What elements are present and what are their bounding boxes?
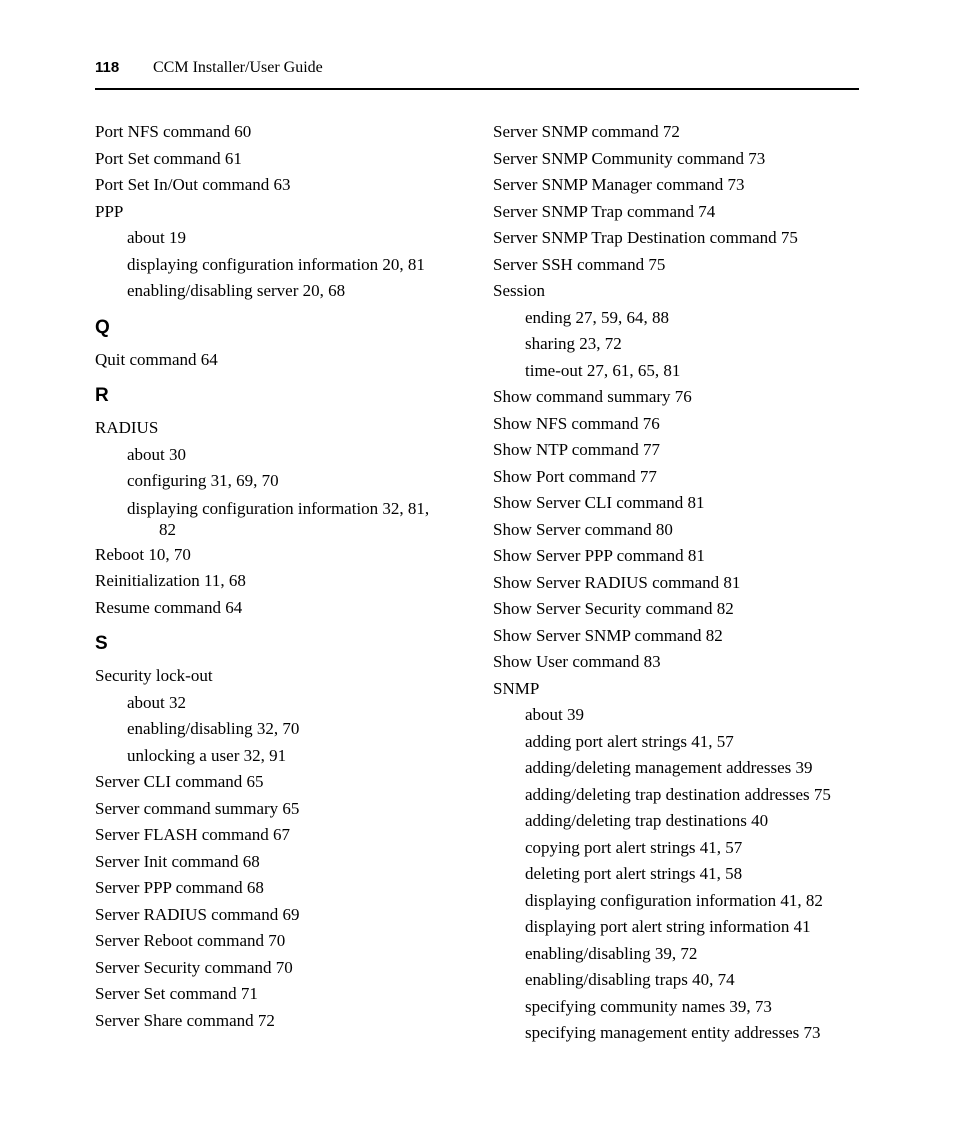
index-entry: Server SNMP Trap command 74 [493, 201, 716, 221]
index-entry: RADIUS [95, 418, 159, 437]
index-subentry: specifying community names 39, 73 [525, 996, 772, 1016]
index-subentry: configuring 31, 69, 70 [127, 471, 279, 490]
header-rule [95, 88, 859, 90]
index-entry: Show Server Security command 82 [493, 599, 734, 618]
index-entry: Session [493, 281, 545, 300]
index-entry: Quit command 64 [95, 349, 218, 369]
index-subentry: adding/deleting trap destinations 40 [525, 811, 769, 830]
index-entry: Show NFS command 76 [493, 413, 660, 433]
index-entry: Server RADIUS command 69 [95, 904, 300, 924]
index-entry: Reinitialization 11, 68 [95, 571, 246, 590]
index-subentry: adding/deleting management addresses 39 [525, 758, 813, 777]
index-subentry [95, 495, 465, 542]
page-number: 118 [95, 59, 120, 76]
index-subentry: about 19 [127, 228, 187, 247]
index-subentry: about 32 [127, 692, 187, 712]
index-entry: Show Server SNMP command 82 [493, 625, 723, 645]
index-subentry: displaying configuration information 20, 81 [127, 254, 425, 274]
index-entry: Server Reboot command 70 [95, 931, 286, 950]
index-column-left [95, 119, 465, 1034]
index-entry: Security lock-out [95, 666, 213, 685]
index-entry: Server FLASH command 67 [95, 825, 291, 844]
index-entry: Server SNMP Trap Destination command 75 [493, 228, 798, 247]
index-entry: Server command summary 65 [95, 798, 300, 818]
index-subentry: enabling/disabling 39, 72 [525, 943, 698, 963]
index-subentry: ending 27, 59, 64, 88 [525, 307, 670, 327]
index-subentry: time-out 27, 61, 65, 81 [525, 360, 681, 380]
index-subentry: copying port alert strings 41, 57 [525, 837, 743, 857]
index-entry: Server Share command 72 [95, 1010, 275, 1030]
index-entry: Port Set command 61 [95, 148, 242, 168]
index-entry: PPP [95, 201, 124, 221]
index-entry: Show Server PPP command 81 [493, 546, 705, 565]
index-entry: Server SSH command 75 [493, 254, 666, 274]
index-subentry: adding/deleting trap destination addresses 75 [525, 784, 831, 804]
index-entry: SNMP [493, 678, 540, 698]
index-subentry-text: displaying configuration information 32, 81, [127, 498, 430, 518]
index-entry: Show command summary 76 [493, 387, 692, 406]
index-entry: Show User command 83 [493, 652, 661, 671]
document-title: CCM Installer/User Guide [153, 59, 323, 76]
index-entry: Port Set In/Out command 63 [95, 175, 291, 194]
index-letter-heading: Q [95, 316, 110, 338]
index-entry: Show Server CLI command 81 [493, 493, 705, 512]
index-entry: Server PPP command 68 [95, 878, 264, 897]
index-entry: Port NFS command 60 [95, 122, 252, 141]
index-entry: Server Init command 68 [95, 851, 260, 871]
page-header [95, 58, 859, 80]
index-entry: Server SNMP Community command 73 [493, 148, 766, 168]
index-entry: Show Server command 80 [493, 519, 673, 539]
index-entry: Show Port command 77 [493, 466, 657, 486]
index-subentry: about 39 [525, 705, 585, 724]
index-entry: Server CLI command 65 [95, 772, 264, 791]
index-column-right [493, 119, 859, 1047]
index-subentry: specifying management entity addresses 73 [525, 1023, 821, 1042]
index-letter-heading: R [95, 385, 109, 406]
index-entry: Reboot 10, 70 [95, 544, 191, 564]
index-subentry: enabling/disabling server 20, 68 [127, 281, 346, 300]
index-entry: Server SNMP command 72 [493, 122, 680, 141]
index-subentry: deleting port alert strings 41, 58 [525, 864, 743, 883]
index-subentry: about 30 [127, 444, 187, 464]
index-subentry: sharing 23, 72 [525, 334, 622, 353]
index-entry: Server Set command 71 [95, 984, 258, 1003]
index-subentry: unlocking a user 32, 91 [127, 745, 287, 765]
index-entry: Resume command 64 [95, 597, 243, 617]
index-subentry: displaying port alert string information 41 [525, 917, 811, 936]
index-subentry: enabling/disabling traps 40, 74 [525, 970, 735, 989]
index-subentry: displaying configuration information 41, 82 [525, 890, 823, 910]
index-entry: Server SNMP Manager command 73 [493, 175, 745, 194]
index-entry: Show NTP command 77 [493, 440, 661, 459]
index-subentry-continuation: 82 [159, 519, 176, 539]
index-subentry: adding port alert strings 41, 57 [525, 731, 734, 751]
index-entry: Show Server RADIUS command 81 [493, 572, 741, 592]
index-subentry: enabling/disabling 32, 70 [127, 719, 300, 738]
index-letter-heading: S [95, 633, 108, 654]
index-entry: Server Security command 70 [95, 957, 293, 977]
